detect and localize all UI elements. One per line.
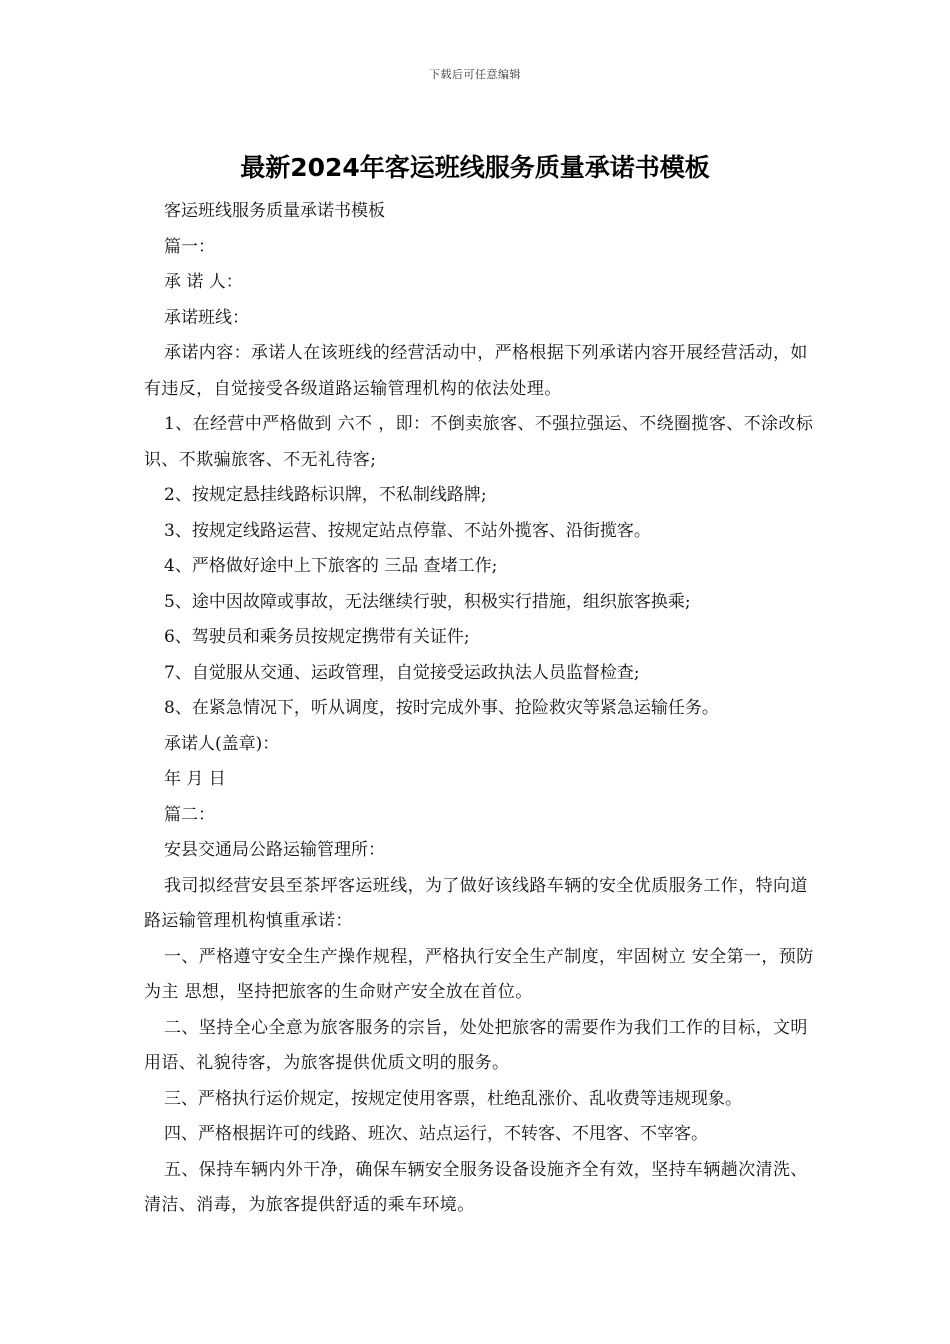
- seal-line: 承诺人(盖章)：: [164, 733, 280, 754]
- date-line: 年 月 日: [164, 769, 226, 789]
- document-title: 最新2024年客运班线服务质量承诺书模板: [240, 153, 710, 182]
- commitment-1: 一、严格遵守安全生产操作规程，严格执行安全生产制度，牢固树立 安全第一，预防为主 思想，坚持把旅客的生命财产安全放在首位。: [144, 946, 814, 1002]
- list-item-3: 3、按规定线路运营、按规定站点停靠、不站外揽客、沿街揽客。: [164, 520, 651, 541]
- list-item-6: 6、驾驶员和乘务员按规定携带有关证件;: [164, 627, 470, 647]
- list-item-5: 5、途中因故障或事故，无法继续行驶，积极实行措施，组织旅客换乘;: [164, 591, 691, 612]
- commitment-4: 四、严格根据许可的线路、班次、站点运行，不转客、不甩客、不宰客。: [164, 1124, 708, 1144]
- list-item-4: 4、严格做好途中上下旅客的 三品 查堵工作;: [164, 556, 498, 576]
- commitment-2: 二、坚持全心全意为旅客服务的宗旨，处处把旅客的需要作为我们工作的目标，文明用语、礼貌待客，为旅客提供优质文明的服务。: [144, 1017, 808, 1073]
- commitment-5: 五、保持车辆内外干净，确保车辆安全服务设备设施齐全有效，坚持车辆趟次清洗、清洁、消毒，为旅客提供舒适的乘车环境。: [144, 1159, 808, 1215]
- commitment-3: 三、严格执行运价规定，按规定使用客票，杜绝乱涨价、乱收费等违规现象。: [164, 1088, 742, 1109]
- intro-paragraph: 我司拟经营安县至茶坪客运班线，为了做好该线路车辆的安全优质服务工作，特向道路运输管理机构慎重承诺：: [144, 875, 808, 931]
- promise-content-paragraph: 承诺内容：承诺人在该班线的经营活动中，严格根据下列承诺内容开展经营活动，如有违反，自觉接受各级道路运输管理机构的依法处理。: [144, 343, 808, 399]
- document-body: [144, 194, 814, 1224]
- list-item-7: 7、自觉服从交通、运政管理，自觉接受运政执法人员监督检查;: [164, 662, 640, 683]
- list-item-1: 1、在经营中严格做到 六不 ，即：不倒卖旅客、不强拉强运、不绕圈揽客、不涂改标识、不欺骗旅客、不无礼待客;: [144, 414, 814, 470]
- list-item-2: 2、按规定悬挂线路标识牌，不私制线路牌;: [164, 485, 487, 505]
- route-line: 承诺班线：: [164, 307, 249, 328]
- section-heading-part2: 篇二：: [164, 804, 215, 825]
- section-heading-part1: 篇一：: [164, 236, 215, 257]
- addressee-line: 安县交通局公路运输管理所：: [164, 840, 385, 860]
- subtitle-paragraph: 客运班线服务质量承诺书模板: [164, 201, 385, 221]
- list-item-8: 8、在紧急情况下，听从调度，按时完成外事、抢险救灾等紧急运输任务。: [164, 698, 719, 718]
- promisor-line: 承 诺 人：: [164, 272, 243, 292]
- header-note: 下载后可任意编辑: [429, 68, 521, 81]
